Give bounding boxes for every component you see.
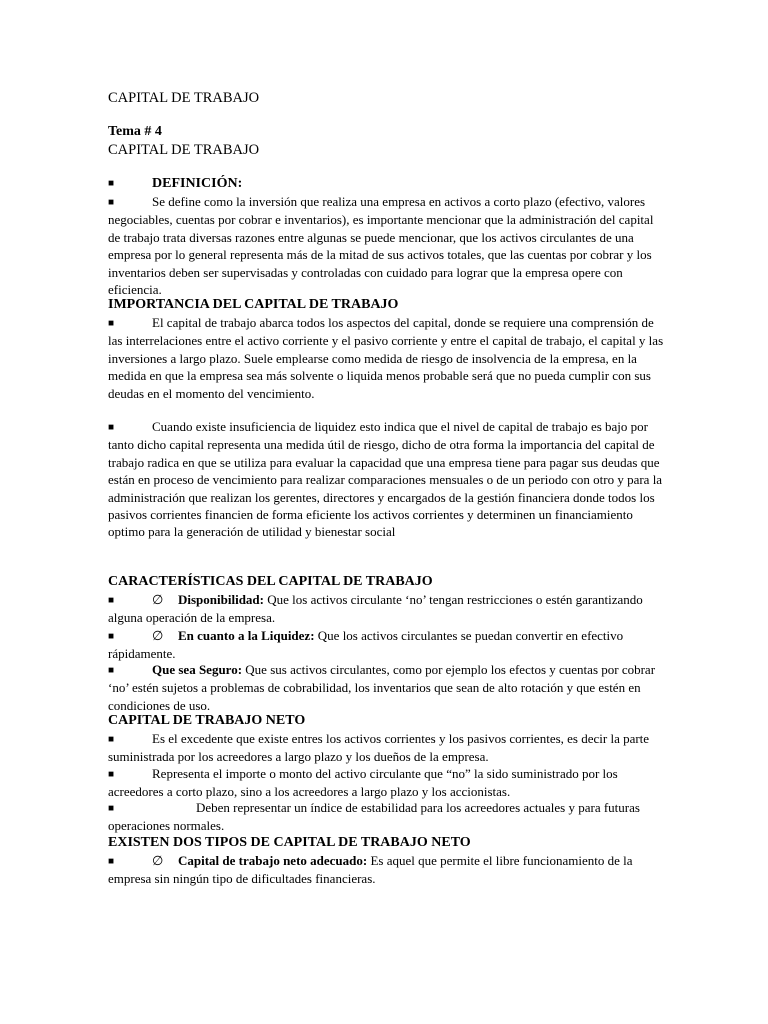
caracteristica-seguro: ■ Que sea Seguro: Que sus activos circulantes, como por ejemplo los efectos y cuentas por cobrar ‘no’ estén sujetos a problemas de cobrabilidad, los inventarios que sean de alto rotación y que estén en condiciones de uso.: [108, 662, 656, 713]
neto-paragraph-2: ■ Representa el importe o monto del activo circulante que “no” la sido suministrado por los acreedores a corto plazo, sino a los acreedores a largo plazo y los accionistas.: [108, 766, 618, 800]
caracteristica-liquidez: ■ ∅ En cuanto a la Liquidez: Que los activos circulantes se puedan convertir en efectivo rápidamente.: [108, 628, 624, 662]
bullet-icon: ■: [108, 631, 115, 642]
bullet-icon: ■: [108, 318, 115, 329]
definicion-paragraph: ■ Se define como la inversión que realiza una empresa en activos a corto plazo (efectivo, valores negociables, cuentas por cobrar e inventarios), es importante mencionar que la administración del capital de trabajo trata diversas razones entre algunas se puede mencionar, que los activos circulantes de una empresa por lo general representa más de la mitad de sus activos totales, que las cuentas por cobrar y los inventarios deben ser supervisadas y controladas con cuidado para lograr que la empresa opere con eficiencia.: [108, 194, 654, 298]
definicion-heading: ■ DEFINICIÓN:: [108, 176, 243, 191]
bullet-icon: ■: [108, 856, 115, 867]
bullet-icon: ■: [108, 178, 115, 189]
caracteristica-disponibilidad: ■ ∅ Disponibilidad: Que los activos circulante ‘no’ tengan restricciones o estén garantizando alguna operación de la empresa.: [108, 592, 643, 626]
bullet-icon: ■: [108, 422, 115, 433]
tema-label: Tema # 4: [108, 124, 162, 139]
bullet-icon: ■: [108, 665, 115, 676]
bullet-icon: ■: [108, 595, 115, 606]
importancia-paragraph-1: ■ El capital de trabajo abarca todos los aspectos del capital, donde se requiere una comprensión de las interrelaciones entre el activo corriente y el pasivo corriente y entre el capital de trabajo, el capital y las inversiones a largo plazo. Suele emplearse como medida de riesgo de insolvencia de la empresa, en la medida en que la empresa sea más solvente o liquida menos probable será que no pueda cumplir con sus deudas en el momento del vencimiento.: [108, 315, 664, 401]
importancia-heading: IMPORTANCIA DEL CAPITAL DE TRABAJO: [108, 297, 399, 312]
neto-heading: CAPITAL DE TRABAJO NETO: [108, 713, 306, 728]
document-title: CAPITAL DE TRABAJO: [108, 90, 260, 106]
document-subtitle: CAPITAL DE TRABAJO: [108, 142, 260, 158]
bullet-icon: ■: [108, 803, 115, 814]
neto-paragraph-3: ■ Deben representar un índice de estabilidad para los acreedores actuales y para futuras operaciones normales.: [108, 800, 640, 834]
empty-set-icon: ∅: [152, 592, 164, 607]
caracteristicas-heading: CARACTERÍSTICAS DEL CAPITAL DE TRABAJO: [108, 574, 433, 589]
neto-paragraph-1: ■ Es el excedente que existe entres los activos corrientes y los pasivos corrientes, es decir la parte suministrada por los acreedores a largo plazo y los dueños de la empresa.: [108, 731, 650, 765]
tipo-adecuado: ■ ∅ Capital de trabajo neto adecuado: Es aquel que permite el libre funcionamiento de la empresa sin ningún tipo de dificultades financieras.: [108, 853, 633, 887]
bullet-icon: ■: [108, 734, 115, 745]
empty-set-icon: ∅: [152, 853, 164, 868]
bullet-icon: ■: [108, 769, 115, 780]
tipos-heading: EXISTEN DOS TIPOS DE CAPITAL DE TRABAJO NETO: [108, 835, 471, 850]
empty-set-icon: ∅: [152, 628, 164, 643]
importancia-paragraph-2: ■ Cuando existe insuficiencia de liquidez esto indica que el nivel de capital de trabajo es bajo por tanto dicho capital representa una medida útil de riesgo, dicho de otra forma la importancia del capital de trabajo radica en que se utiliza para evaluar la capacidad que una empresa tiene para pagar sus deudas que están en proceso de vencimiento para realizar comparaciones mensuales o de un periodo con otro y para la administración que realizan los gerentes, directores y encargados de la gestión financiera donde todos los pasivos corrientes financien de forma eficiente los activos corrientes y determinen un financiamiento optimo para la generación de utilidad y bienestar social: [108, 419, 663, 540]
bullet-icon: ■: [108, 197, 115, 208]
